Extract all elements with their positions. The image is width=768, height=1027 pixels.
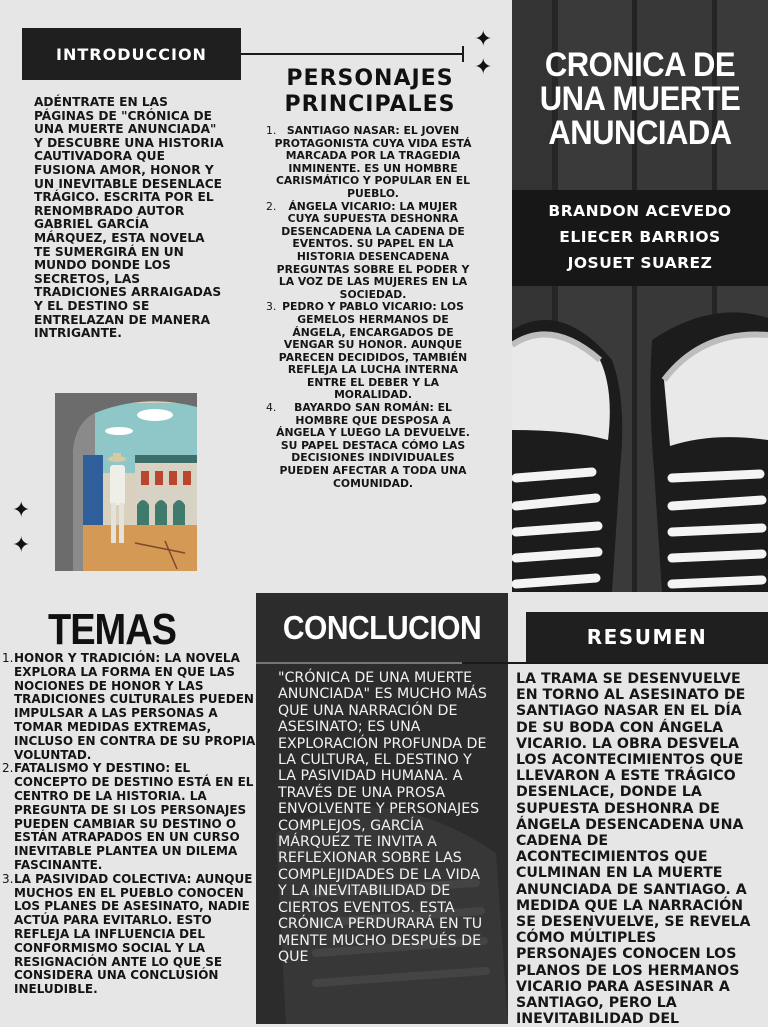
list-item: 2. FATALISMO Y DESTINO: EL CONCEPTO DE DESTINO ESTÁ EN EL CENTRO DE LA HISTORIA. LA PREGUNTA DE SI LOS PERSONAJES PUEDEN CAMBIAR SU DESTINO O ESTÁN ATRAPADOS EN UN CURSO INEVITABLE PLANTEA UN DILEMA FASCINANTE. bbox=[2, 761, 254, 872]
author-name: ELIECER BARRIOS bbox=[559, 228, 721, 246]
conclusion-heading: CONCLUCION bbox=[282, 609, 482, 647]
header-divider bbox=[241, 53, 464, 55]
list-item: 3. PEDRO Y PABLO VICARIO: LOS GEMELOS HERMANOS DE ÁNGELA, ENCARGADOS DE VENGAR SU HONOR. AUNQUE PARECEN DECIDIDOS, TAMBIÉN REFLEJA LA LUCHA INTERNA ENTRE EL DEBER Y LA MORALIDAD. bbox=[266, 300, 468, 402]
summary-heading: RESUMEN bbox=[526, 612, 768, 662]
intro-body: ADÉNTRATE EN LAS PÁGINAS DE "CRÓNICA DE UNA MUERTE ANUNCIADA" Y DESCUBRE UNA HISTORIA CAUTIVADORA QUE FUSIONA AMOR, HONOR Y UN INEVITABLE DESENLACE TRÁGICO. ESCRITA POR EL RENOMBRADO AUTOR GABRIEL GARCÍA MÁRQUEZ, ESTA NOVELA TE SUMERGIRÁ EN UN MUNDO DONDE LOS SECRETOS, LAS TRADICIONES ARRAIGADAS Y EL DESTINO SE ENTRELAZAN DE MANERA INTRIGANTE. bbox=[34, 95, 224, 341]
author-name: JOSUET SUAREZ bbox=[567, 254, 713, 272]
conclusion-body: "CRÓNICA DE UNA MUERTE ANUNCIADA" ES MUCHO MÁS QUE UNA NARRACIÓN DE ASESINATO; ES UNA EXPLORACIÓN PROFUNDA DE LA CULTURA, EL DESTINO Y LA PASIVIDAD HUMANA. A TRAVÉS DE UNA PROSA ENVOLVENTE Y PERSONAJES COMPLEJOS, GARCÍA MÁRQUEZ TE INVITA A REFLEXIONAR SOBRE LAS COMPLEJIDADES DE LA VIDA Y LA INEVITABILIDAD DE CIERTOS EVENTOS. ESTA CRÓNICA PERDURARÁ EN TU MENTE MUCHO DESPUÉS DE QUE bbox=[278, 670, 487, 965]
list-item: 4. BAYARDO SAN ROMÁN: EL HOMBRE QUE DESPOSA A ÁNGELA Y LUEGO LA DEVUELVE. SU PAPEL DESTACA CÓMO LAS DECISIONES INDIVIDUALES PUEDEN AFECTAR A TODA UNA COMUNIDAD. bbox=[266, 401, 470, 490]
sparkle-icon: ✦ bbox=[12, 498, 31, 523]
list-item: 2. ÁNGELA VICARIO: LA MUJER CUYA SUPUESTA DESHONRA DESENCADENA LA CADENA DE EVENTOS. SU PAPEL EN LA HISTORIA DESENCADENA PREGUNTAS SOBRE EL PODER Y LA VOZ DE LAS MUJERES EN LA SOCIEDAD. bbox=[266, 199, 470, 301]
authors-bar bbox=[512, 190, 768, 286]
list-item: 1. SANTIAGO NASAR: EL JOVEN PROTAGONISTA CUYA VIDA ESTÁ MARCADA POR LA TRAGEDIA INMINENTE. ES UN HOMBRE CARISMÁTICO Y POPULAR EN EL PUEBLO. bbox=[266, 124, 472, 200]
cover-panel bbox=[512, 0, 768, 592]
characters-heading: PERSONAJES PRINCIPALES bbox=[284, 66, 456, 117]
list-item: 3. LA PASIVIDAD COLECTIVA: AUNQUE MUCHOS EN EL PUEBLO CONOCEN LOS PLANES DE ASESINATO, NADIE ACTÚA PARA EVITARLO. ESTO REFLEJA LA INFLUENCIA DEL CONFORMISMO SOCIAL Y LA RESIGNACIÓN ANTE LO QUE SE CONSIDERA UNA CONCLUSIÓN INELUDIBLE. bbox=[2, 871, 253, 997]
sparkle-icon: ✦ bbox=[474, 55, 493, 80]
header-divider-tick bbox=[462, 46, 464, 62]
book-title: CRONICA DE UNA MUERTE ANUNCIADA bbox=[539, 45, 741, 152]
list-item: 1. HONOR Y TRADICIÓN: LA NOVELA EXPLORA LA FORMA EN QUE LAS NOCIONES DE HONOR Y LAS TRADICIONES CULTURALES PUEDEN IMPULSAR A LAS PERSONAS A TOMAR MEDIDAS EXTREMAS, INCLUSO EN CONTRA DE SU PROPIA VOLUNTAD. bbox=[2, 651, 256, 762]
summary-divider bbox=[462, 662, 768, 664]
sparkle-icon: ✦ bbox=[474, 27, 493, 52]
book-illustration bbox=[55, 393, 197, 571]
sparkle-icon: ✦ bbox=[12, 533, 31, 558]
themes-heading: TEMAS bbox=[48, 606, 176, 655]
intro-heading: INTRODUCCION bbox=[22, 28, 241, 80]
themes-list bbox=[0, 652, 256, 997]
author-name: BRANDON ACEVEDO bbox=[548, 202, 732, 220]
characters-list bbox=[262, 125, 474, 490]
summary-body: LA TRAMA SE DESENVUELVE EN TORNO AL ASESINATO DE SANTIAGO NASAR EN EL DÍA DE SU BODA CON ÁNGELA VICARIO. LA OBRA DESVELA LOS ACONTECIMIENTOS QUE LLEVARON A ESTE TRÁGICO DESENLACE, DONDE LA SUPUESTA DESHONRA DE ÁNGELA DESENCADENA UNA CADENA DE ACONTECIMIENTOS QUE CULMINAN EN LA MUERTE ANUNCIADA DE SANTIAGO. A MEDIDA QUE LA NARRACIÓN SE DESENVUELVE, SE REVELA CÓMO MÚLTIPLES PERSONAJES CONOCEN LOS PLANOS DE LOS HERMANOS VICARIO PARA ASESINAR A SANTIAGO, PERO LA INEVITABILIDAD DEL bbox=[516, 671, 751, 1027]
